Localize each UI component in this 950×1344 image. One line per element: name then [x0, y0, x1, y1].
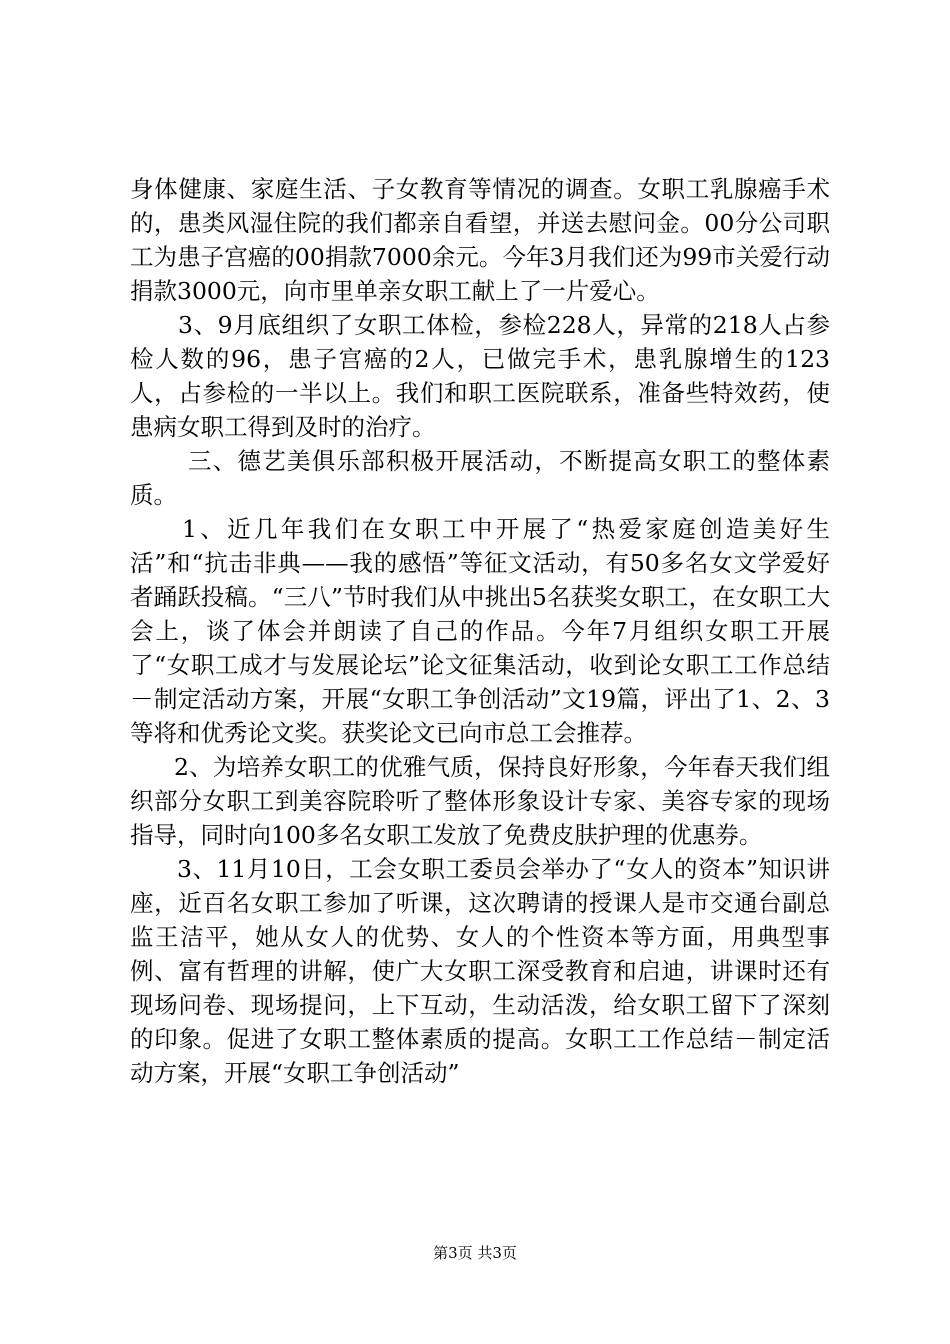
page-footer: 第3页 共3页	[433, 1244, 517, 1262]
paragraph-lecture: 3、11月10日，工会女职工委员会举办了“女人的资本”知识讲座，近百名女职工参加了听课，这次聘请的授课人是市交通台副总监王洁平，她从女人的优势、女人的个性资本等方面，用典型事例、富有哲理的讲解，使广大女职工深受教育和启迪，讲课时还有现场问卷、现场提问，上下互动，生动活泼，给女职工留下了深刻的印象。促进了女职工整体素质的提高。女职工工作总结－制定活动方案，开展“女职工争创活动”	[130, 855, 830, 1087]
paragraph-continuation: 身体健康、家庭生活、子女教育等情况的调查。女职工乳腺癌手术的，患类风湿住院的我们都亲自看望，并送去慰问金。00分公司职工为患子宫癌的00捐款7000余元。今年3月我们还为99市关爱行动捐款3000元，向市里单亲女职工献上了一片爱心。	[130, 175, 830, 305]
paragraph-medical-checkup: 3、9月底组织了女职工体检，参检228人，异常的218人占参检人数的96，患子宫癌的2人，已做完手术，患乳腺增生的123人，占参检的一半以上。我们和职工医院联系，准备些特效药，使患病女职工得到及时的治疗。	[130, 311, 830, 441]
section-heading-3: 三、德艺美俱乐部积极开展活动，不断提高女职工的整体素质。	[130, 447, 830, 509]
document-body	[130, 172, 830, 1090]
paragraph-image-training: 2、为培养女职工的优雅气质，保持良好形象，今年春天我们组织部分女职工到美容院聆听了整体形象设计专家、美容专家的现场指导，同时向100多名女职工发放了免费皮肤护理的优惠券。	[130, 753, 830, 849]
paragraph-essay-activities: 1、近几年我们在女职工中开展了“热爱家庭创造美好生活”和“抗击非典——我的感悟”等征文活动，有50多名女文学爱好者踊跃投稿。“三八”节时我们从中挑出5名获奖女职工，在女职工大会上，谈了体会并朗读了自己的作品。今年7月组织女职工开展了“女职工成才与发展论坛”论文征集活动，收到论女职工工作总结－制定活动方案，开展“女职工争创活动”文19篇，评出了1、2、3等将和优秀论文奖。获奖论文已向市总工会推荐。	[130, 515, 830, 747]
